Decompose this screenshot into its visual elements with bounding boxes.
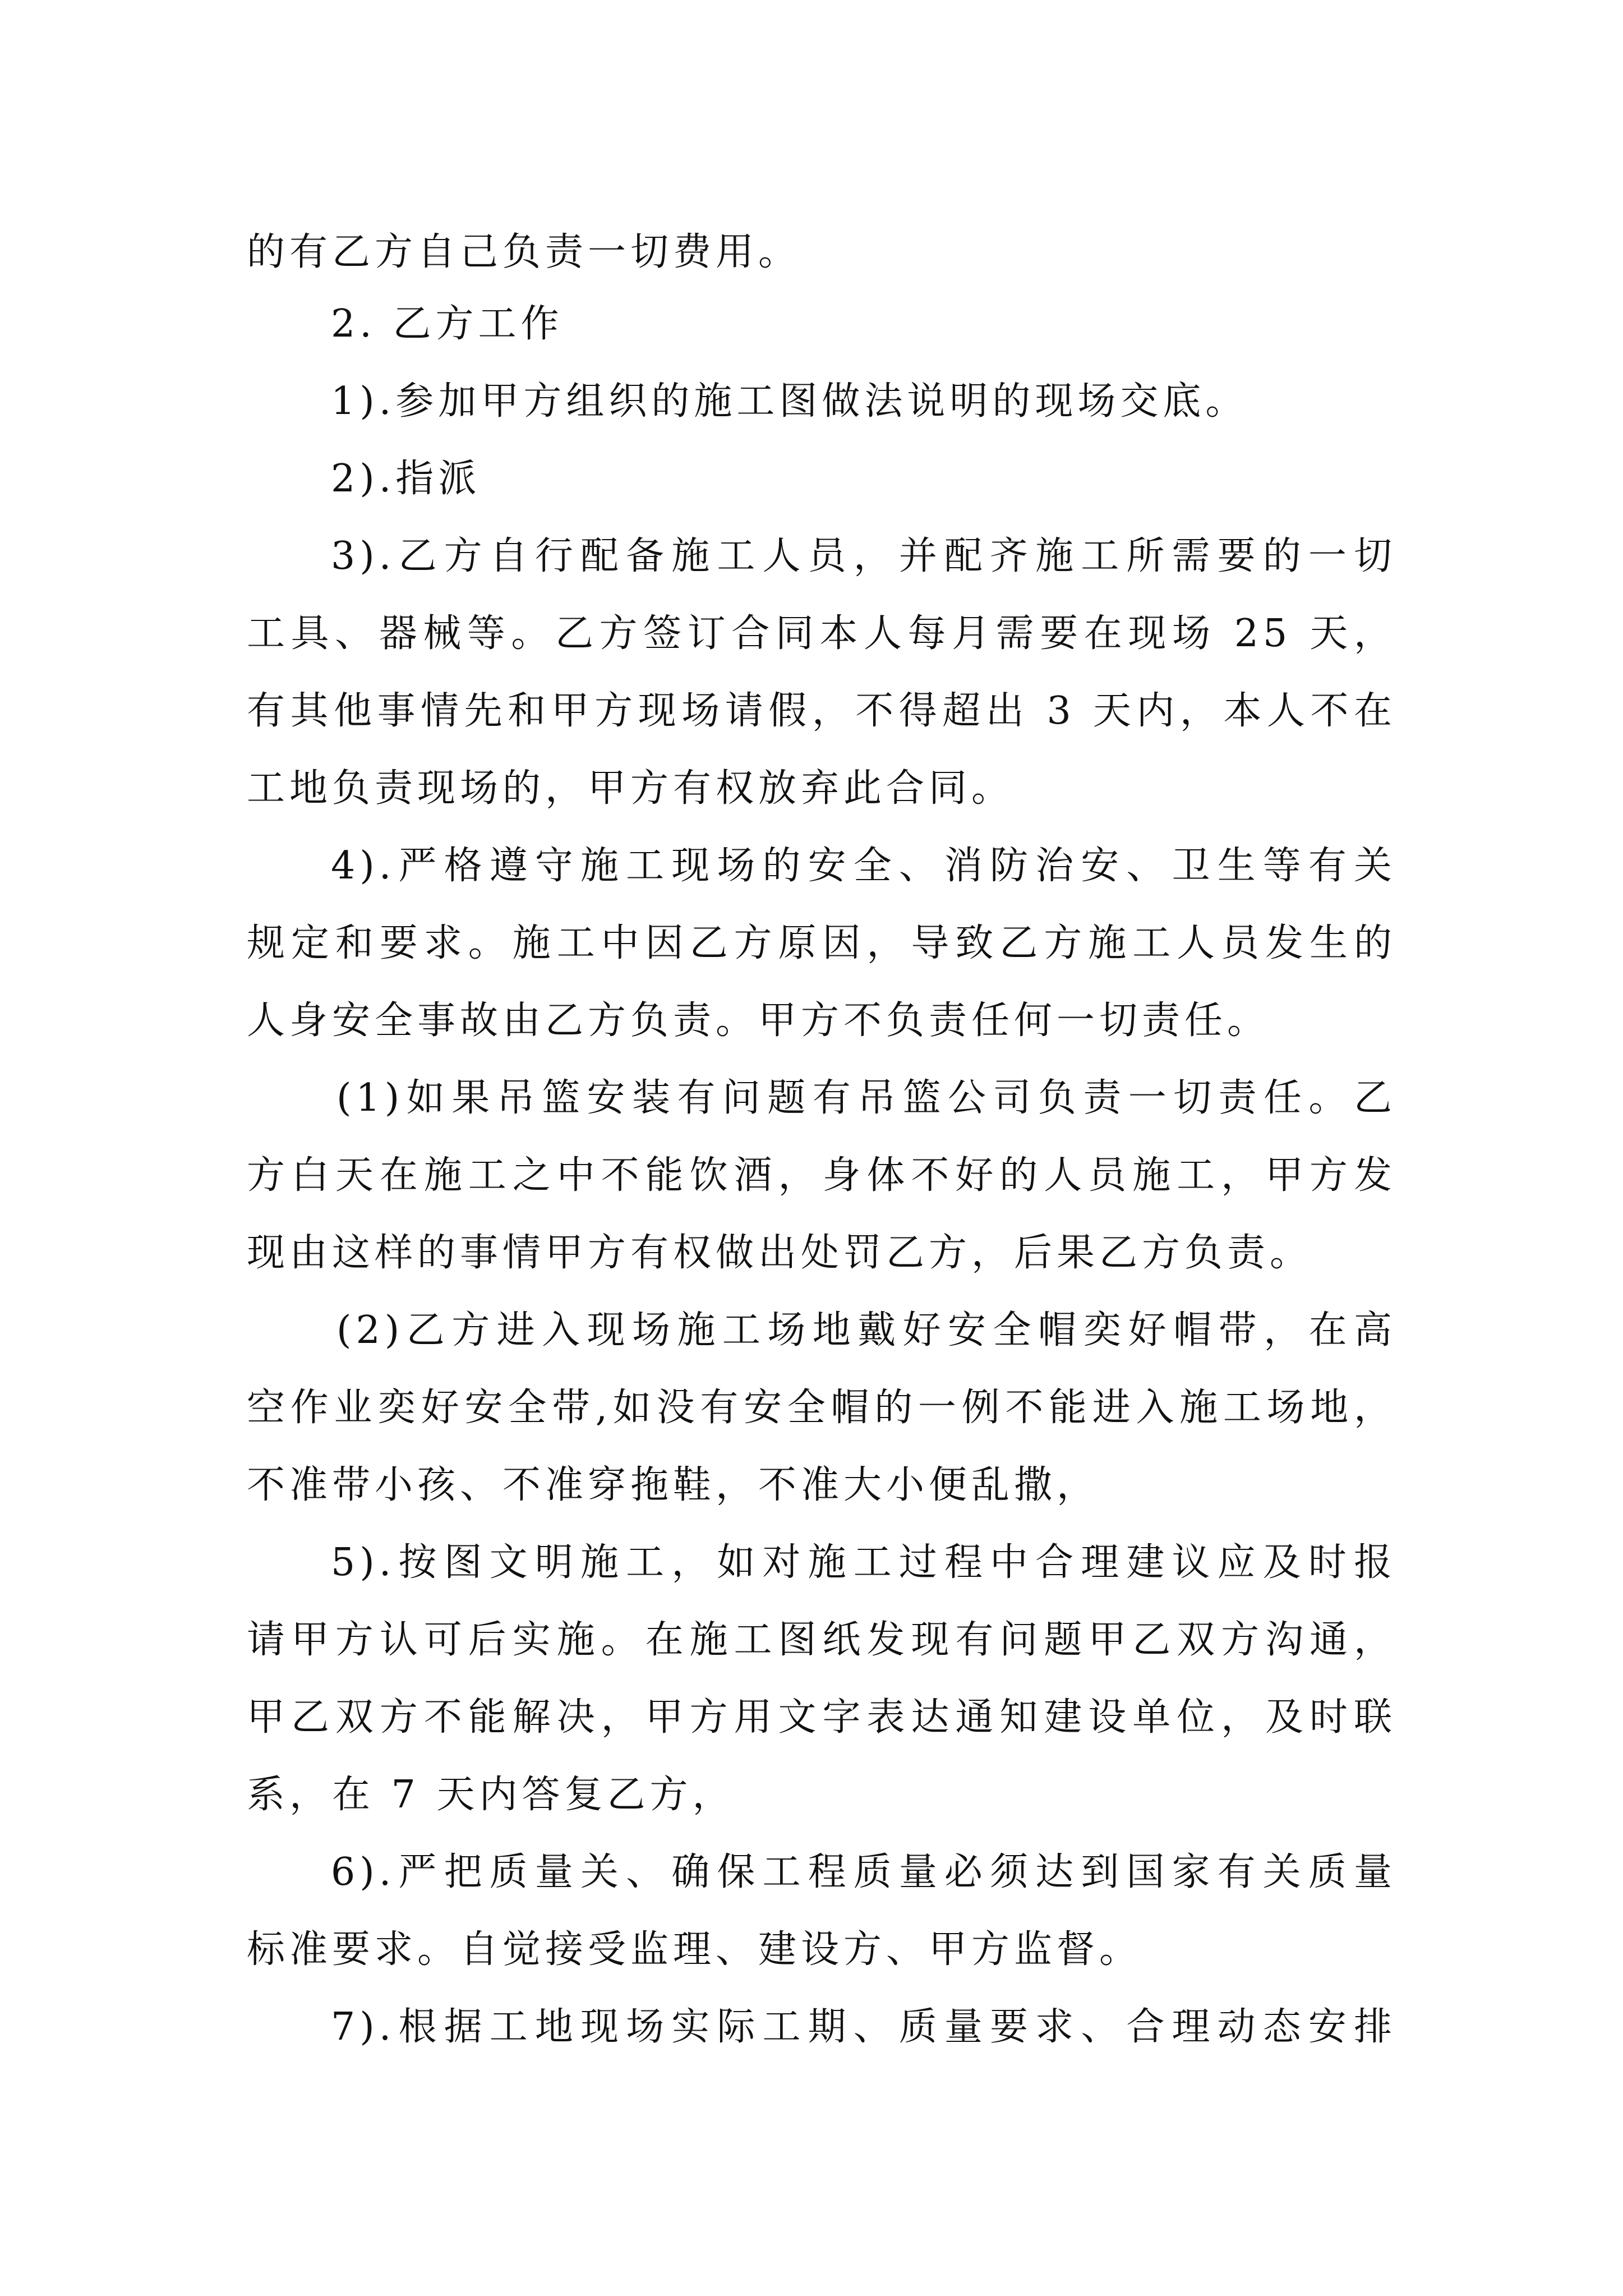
text-line: 规定和要求。施工中因乙方原因，导致乙方施工人员发生的 xyxy=(247,921,1396,965)
text-line: 工地负责现场的，甲方有权放弃此合同。 xyxy=(247,766,1015,811)
text-line: 工具、器械等。乙方签订合同本人每月需要在现场 25 天， xyxy=(247,611,1396,656)
text-line: 请甲方认可后实施。在施工图纸发现有问题甲乙双方沟通， xyxy=(247,1618,1396,1662)
text-line: (1)如果吊篮安装有问题有吊篮公司负责一切责任。乙 xyxy=(336,1076,1396,1120)
text-line: 1).参加甲方组织的施工图做法说明的现场交底。 xyxy=(331,379,1248,424)
text-line: 现由这样的事情甲方有权做出处罚乙方，后果乙方负责。 xyxy=(247,1231,1313,1275)
text-line: 标准要求。自觉接受监理、建设方、甲方监督。 xyxy=(247,1927,1142,1972)
text-line: 5).按图文明施工，如对施工过程中合理建议应及时报 xyxy=(331,1540,1396,1585)
text-line: 系，在 7 天内答复乙方， xyxy=(247,1773,735,1817)
text-line: 人身安全事故由乙方负责。甲方不负责任何一切责任。 xyxy=(247,999,1270,1043)
text-line: 2).指派 xyxy=(331,457,481,501)
text-line: (2)乙方进入现场施工场地戴好安全帽奕好帽带，在高 xyxy=(336,1308,1396,1352)
text-line: 3).乙方自行配备施工人员，并配齐施工所需要的一切 xyxy=(331,534,1396,578)
text-line: 不准带小孩、不准穿拖鞋，不准大小便乱撒， xyxy=(247,1463,1100,1507)
text-line: 空作业奕好安全带,如没有安全帽的一例不能进入施工场地， xyxy=(247,1386,1396,1430)
text-line: 有其他事情先和甲方现场请假，不得超出 3 天内，本人不在 xyxy=(247,689,1396,733)
text-line: 4).严格遵守施工现场的安全、消防治安、卫生等有关 xyxy=(331,844,1396,888)
text-line: 6).严把质量关、确保工程质量必须达到国家有关质量 xyxy=(331,1850,1396,1894)
text-line: 甲乙双方不能解决，甲方用文字表达通知建设单位，及时联 xyxy=(247,1695,1396,1740)
text-line: 方白天在施工之中不能饮酒，身体不好的人员施工，甲方发 xyxy=(247,1153,1396,1198)
text-line: 7).根据工地现场实际工期、质量要求、合理动态安排 xyxy=(331,2005,1396,2049)
text-line: 的有乙方自己负责一切费用。 xyxy=(247,230,801,274)
text-line: 2. 乙方工作 xyxy=(331,302,564,346)
